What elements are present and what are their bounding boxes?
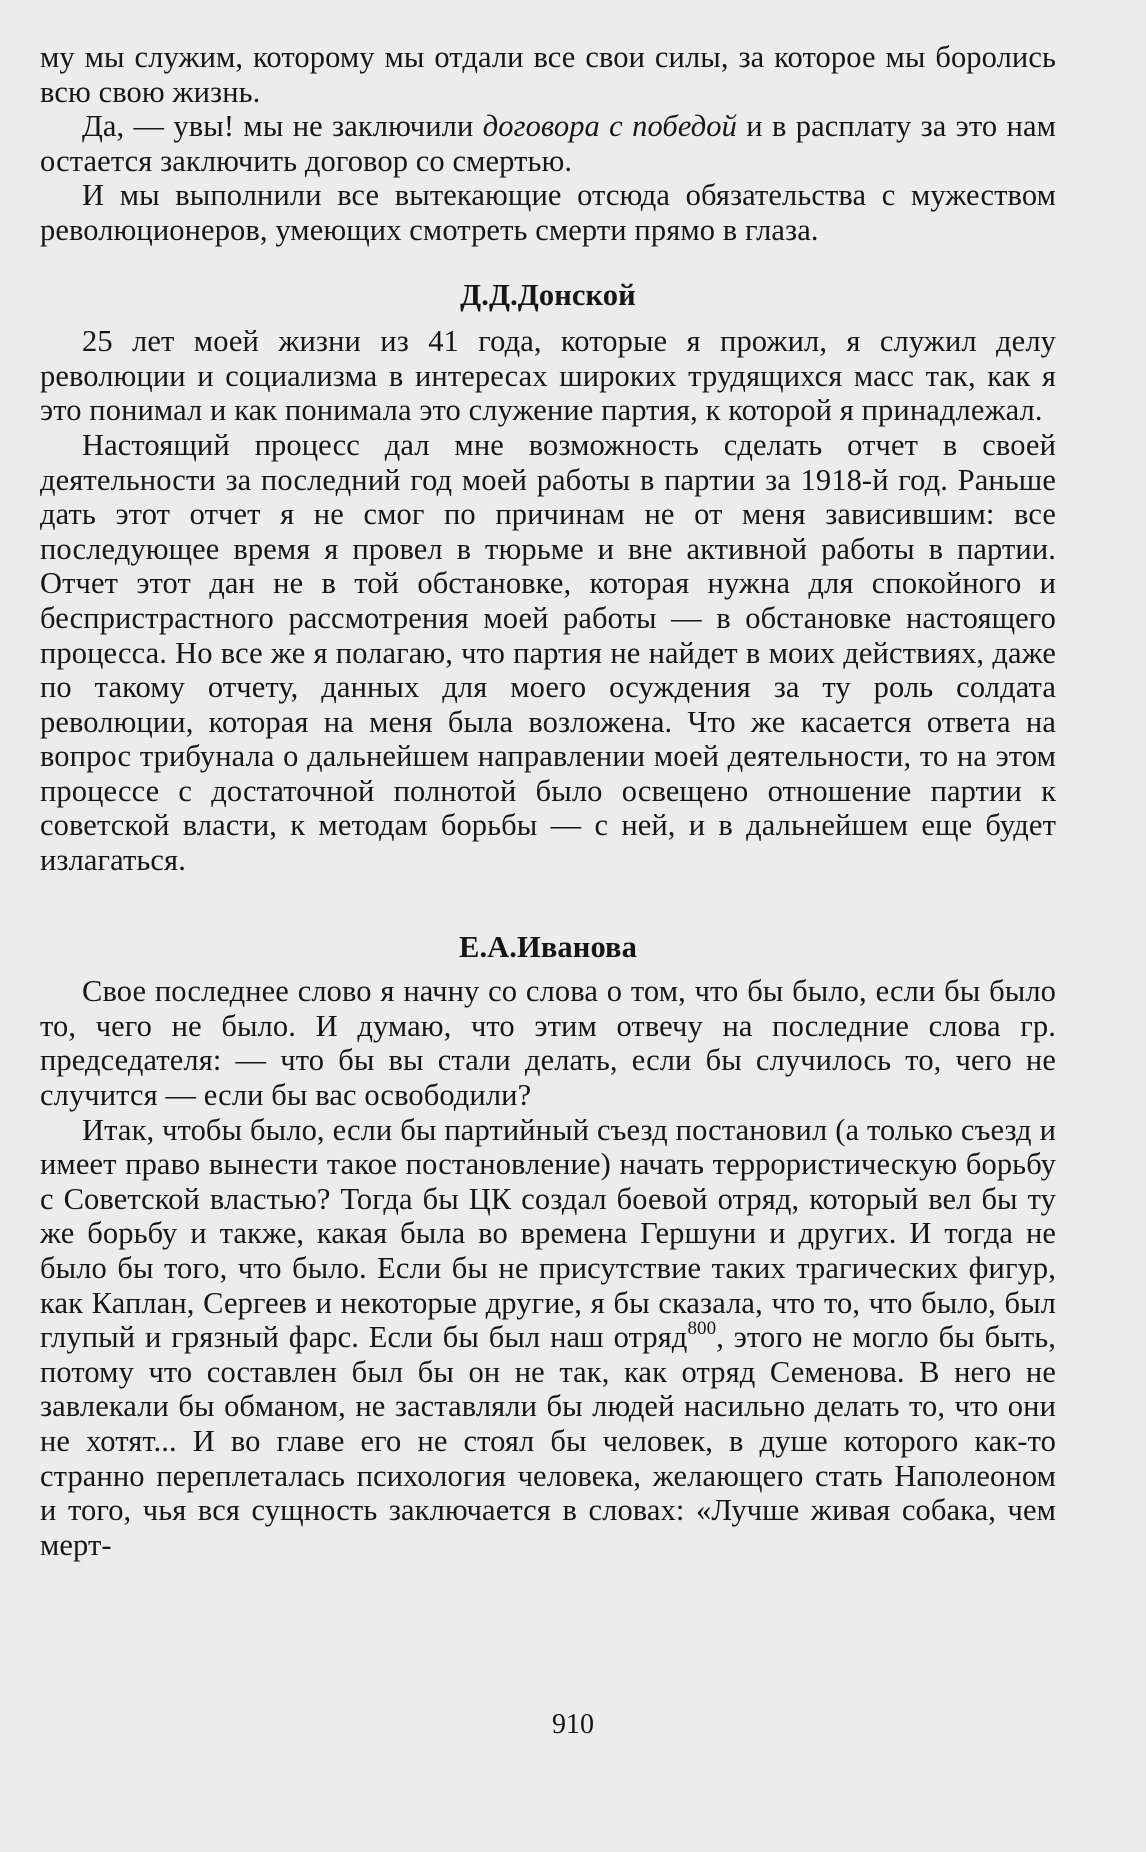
footnote-marker: 800 [687, 1318, 717, 1340]
page-number: 910 [552, 1709, 594, 1740]
text-span: Итак, чтобы было, если бы партийный съезд постановил (а только съезд и имеет право вынести такое постановление) начать террористическую борьбу с Советской властью? Тогда бы ЦК создал боевой отряд, который вел бы ту же борьбу и также, какая была во времена Гершуни и других. И тогда не было бы того, что было. Если бы не присутствие таких трагических фигур, как Каплан, Сергеев и некоторые другие, я бы сказала, что то, что было, был глупый и грязный фарс. Если бы был наш отряд [40, 1112, 1056, 1355]
paragraph: 25 лет моей жизни из 41 года, которые я прожил, я служил делу революции и социализма в интересах широких трудящихся масс так, как я это понимал и как понимала это служение партия, к которой я принадлежал. [40, 324, 1056, 428]
speaker-heading-donskoy: Д.Д.Донской [460, 277, 636, 312]
italic-phrase: договора с победой [482, 109, 737, 144]
paragraph [40, 109, 1056, 178]
paragraph: Свое последнее слово я начну со слова о том, что бы было, если бы было то, чего не было. И думаю, что этим отвечу на последние слова гр. председателя: — что бы вы стали делать, если бы случилось то, чего не случится — если бы вас освободили? [40, 974, 1056, 1113]
speaker-heading-ivanova: Е.А.Иванова [459, 929, 637, 964]
paragraph [40, 1113, 1056, 1563]
text-span: Да, — увы! мы не заключили [82, 109, 483, 144]
paragraph: Настоящий процесс дал мне возможность сделать отчет в своей деятельности за последний год моей работы в партии за 1918-й год. Раньше дать этот отчет я не смог по причинам не от меня зависившим: все последующее время я провел в тюрьме и вне активной работы в партии. Отчет этот дан не в той обстановке, которая нужна для спокойного и беспристрастного рассмотрения моей работы — в обстановке настоящего процесса. Но все же я полагаю, что партия не найдет в моих действиях, даже по такому отчету, данных для моего осуждения за ту роль солдата революции, которая на меня была возложена. Что же касается ответа на вопрос трибунала о дальнейшем направлении моей деятельности, то на этом процессе с достаточной полнотой было освещено отношение партии к советской власти, к методам борьбы — с ней, и в дальнейшем еще будет излагаться. [40, 427, 1056, 878]
paragraph: му мы служим, которому мы отдали все свои силы, за которое мы боролись всю свою жизнь. [40, 40, 1056, 109]
text-span: и в расплату за это нам остается заключить договор со смертью. [40, 109, 1056, 178]
page-text [40, 40, 1056, 1562]
text-span: , этого не могло бы быть, потому что составлен был бы он не так, как отряд Семенова. В него не завлекали бы обманом, не заставляли бы людей насильно делать то, что они не хотят... И во главе его не стоял бы человек, в душе которого как-то странно переплеталась психология человека, желающего стать Наполеоном и того, чья вся сущность заключается в словах: «Лучше живая собака, чем мерт- [40, 1320, 1056, 1562]
paragraph: И мы выполнили все вытекающие отсюда обязательства с мужеством революционеров, умеющих смотреть смерти прямо в глаза. [40, 178, 1056, 247]
